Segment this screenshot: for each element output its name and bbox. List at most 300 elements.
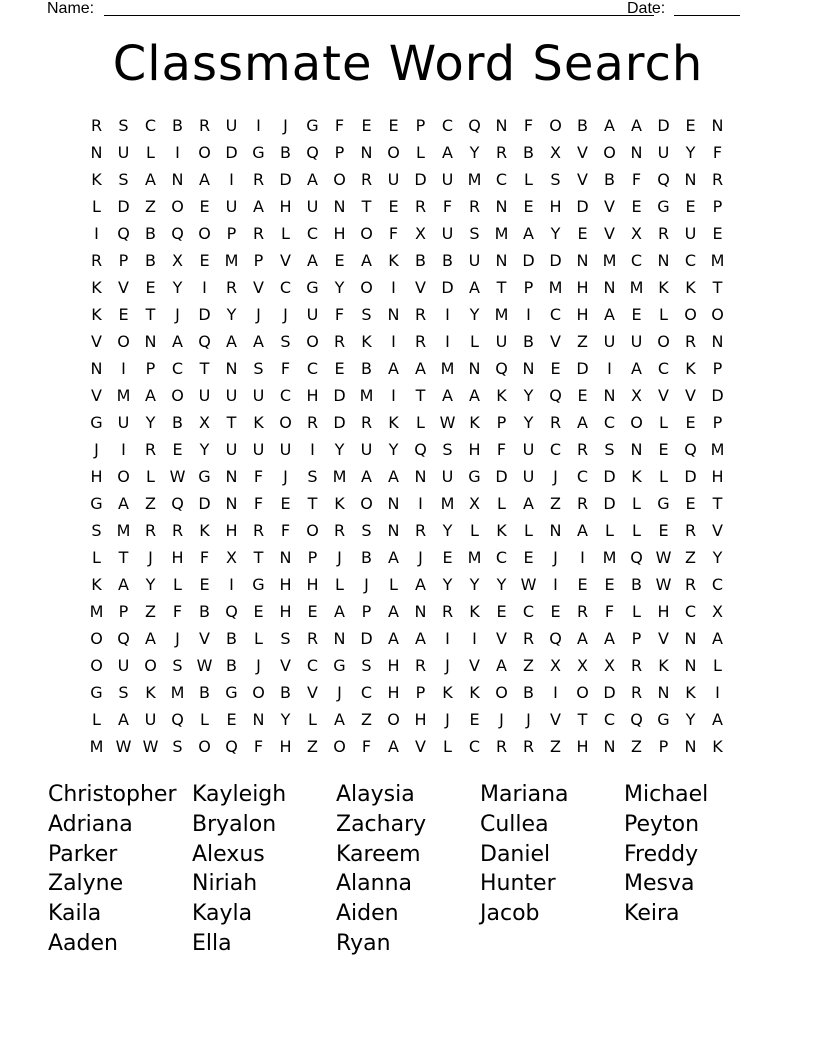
- grid-letter[interactable]: P: [712, 197, 723, 216]
- grid-letter[interactable]: R: [468, 197, 481, 216]
- grid-letter[interactable]: Q: [495, 359, 508, 378]
- grid-letter[interactable]: O: [576, 683, 589, 702]
- grid-letter[interactable]: O: [171, 197, 184, 216]
- grid-letter[interactable]: R: [684, 521, 697, 540]
- grid-letter[interactable]: S: [361, 305, 372, 324]
- grid-letter[interactable]: U: [198, 386, 211, 405]
- grid-letter[interactable]: V: [91, 386, 102, 405]
- grid-letter[interactable]: N: [684, 737, 697, 756]
- grid-letter[interactable]: I: [229, 170, 234, 189]
- grid-letter[interactable]: A: [226, 332, 237, 351]
- grid-letter[interactable]: E: [388, 116, 399, 135]
- grid-letter[interactable]: C: [279, 278, 292, 297]
- grid-letter[interactable]: E: [685, 197, 696, 216]
- grid-letter[interactable]: V: [712, 521, 723, 540]
- grid-letter[interactable]: D: [441, 278, 454, 297]
- grid-letter[interactable]: K: [442, 683, 453, 702]
- grid-letter[interactable]: I: [391, 278, 396, 297]
- grid-letter[interactable]: F: [172, 602, 183, 621]
- grid-letter[interactable]: R: [360, 413, 373, 432]
- grid-letter[interactable]: F: [523, 116, 534, 135]
- grid-letter[interactable]: R: [549, 413, 562, 432]
- grid-letter[interactable]: O: [657, 332, 670, 351]
- grid-letter[interactable]: G: [90, 413, 103, 432]
- grid-letter[interactable]: W: [115, 737, 132, 756]
- grid-letter[interactable]: A: [307, 251, 318, 270]
- grid-letter[interactable]: I: [175, 143, 180, 162]
- grid-letter[interactable]: N: [90, 143, 103, 162]
- grid-letter[interactable]: A: [361, 467, 372, 486]
- grid-letter[interactable]: B: [361, 548, 372, 567]
- grid-letter[interactable]: N: [495, 116, 508, 135]
- grid-letter[interactable]: O: [279, 413, 292, 432]
- grid-letter[interactable]: U: [117, 656, 130, 675]
- grid-letter[interactable]: C: [279, 386, 292, 405]
- grid-letter[interactable]: S: [172, 656, 183, 675]
- grid-letter[interactable]: S: [469, 224, 480, 243]
- grid-letter[interactable]: Y: [442, 575, 453, 594]
- grid-letter[interactable]: F: [604, 602, 615, 621]
- grid-letter[interactable]: Y: [145, 413, 156, 432]
- grid-letter[interactable]: I: [553, 683, 558, 702]
- grid-letter[interactable]: A: [118, 494, 129, 513]
- grid-letter[interactable]: K: [91, 170, 102, 189]
- grid-letter[interactable]: T: [415, 386, 426, 405]
- grid-letter[interactable]: D: [576, 197, 589, 216]
- grid-letter[interactable]: R: [306, 629, 319, 648]
- grid-letter[interactable]: N: [495, 197, 508, 216]
- grid-letter[interactable]: A: [172, 332, 183, 351]
- grid-letter[interactable]: D: [657, 116, 670, 135]
- grid-letter[interactable]: P: [118, 251, 129, 270]
- grid-letter[interactable]: Q: [225, 602, 238, 621]
- grid-letter[interactable]: L: [335, 575, 344, 594]
- grid-letter[interactable]: U: [522, 440, 535, 459]
- grid-letter[interactable]: G: [657, 710, 670, 729]
- grid-letter[interactable]: E: [604, 575, 615, 594]
- grid-letter[interactable]: P: [145, 359, 156, 378]
- grid-letter[interactable]: A: [523, 224, 534, 243]
- grid-letter[interactable]: Z: [145, 602, 156, 621]
- grid-letter[interactable]: M: [116, 521, 131, 540]
- grid-letter[interactable]: Z: [145, 494, 156, 513]
- grid-letter[interactable]: E: [145, 278, 156, 297]
- grid-letter[interactable]: N: [603, 737, 616, 756]
- grid-letter[interactable]: B: [280, 683, 291, 702]
- grid-letter[interactable]: X: [550, 143, 561, 162]
- grid-letter[interactable]: V: [415, 278, 426, 297]
- grid-letter[interactable]: A: [469, 278, 480, 297]
- grid-letter[interactable]: Y: [280, 710, 291, 729]
- grid-letter[interactable]: E: [658, 521, 669, 540]
- grid-letter[interactable]: B: [172, 116, 183, 135]
- grid-letter[interactable]: J: [94, 440, 99, 459]
- grid-letter[interactable]: F: [199, 548, 210, 567]
- grid-letter[interactable]: Y: [685, 710, 696, 729]
- grid-letter[interactable]: E: [334, 359, 345, 378]
- grid-letter[interactable]: D: [522, 251, 535, 270]
- grid-letter[interactable]: I: [229, 575, 234, 594]
- grid-letter[interactable]: K: [658, 278, 669, 297]
- grid-letter[interactable]: R: [90, 251, 103, 270]
- grid-letter[interactable]: L: [497, 494, 506, 513]
- grid-letter[interactable]: S: [604, 440, 615, 459]
- grid-letter[interactable]: E: [172, 440, 183, 459]
- grid-letter[interactable]: E: [253, 602, 264, 621]
- grid-letter[interactable]: C: [468, 737, 481, 756]
- grid-letter[interactable]: X: [550, 656, 561, 675]
- grid-letter[interactable]: A: [604, 629, 615, 648]
- grid-letter[interactable]: A: [631, 359, 642, 378]
- grid-letter[interactable]: Q: [630, 710, 643, 729]
- date-line[interactable]: [674, 15, 740, 16]
- grid-letter[interactable]: E: [388, 197, 399, 216]
- grid-letter[interactable]: L: [146, 143, 155, 162]
- grid-letter[interactable]: L: [173, 575, 182, 594]
- grid-letter[interactable]: C: [306, 224, 319, 243]
- grid-letter[interactable]: Q: [198, 332, 211, 351]
- grid-letter[interactable]: Z: [307, 737, 318, 756]
- grid-letter[interactable]: O: [198, 737, 211, 756]
- grid-letter[interactable]: I: [526, 305, 531, 324]
- grid-letter[interactable]: Q: [549, 629, 562, 648]
- grid-letter[interactable]: T: [118, 548, 129, 567]
- grid-letter[interactable]: H: [333, 224, 346, 243]
- grid-letter[interactable]: Y: [496, 575, 507, 594]
- grid-letter[interactable]: B: [631, 575, 642, 594]
- grid-letter[interactable]: S: [280, 629, 291, 648]
- grid-letter[interactable]: J: [283, 305, 288, 324]
- grid-letter[interactable]: M: [89, 602, 104, 621]
- grid-letter[interactable]: A: [388, 359, 399, 378]
- grid-letter[interactable]: D: [333, 386, 346, 405]
- grid-letter[interactable]: I: [418, 494, 423, 513]
- grid-letter[interactable]: K: [658, 656, 669, 675]
- grid-letter[interactable]: Q: [171, 224, 184, 243]
- grid-letter[interactable]: L: [713, 656, 722, 675]
- grid-letter[interactable]: Q: [468, 116, 481, 135]
- grid-letter[interactable]: I: [580, 548, 585, 567]
- grid-letter[interactable]: R: [414, 521, 427, 540]
- grid-letter[interactable]: E: [199, 251, 210, 270]
- grid-letter[interactable]: K: [685, 278, 696, 297]
- grid-letter[interactable]: H: [387, 656, 400, 675]
- grid-letter[interactable]: E: [577, 224, 588, 243]
- grid-letter[interactable]: V: [307, 683, 318, 702]
- grid-letter[interactable]: C: [171, 359, 184, 378]
- grid-letter[interactable]: N: [279, 548, 292, 567]
- grid-letter[interactable]: O: [198, 224, 211, 243]
- grid-letter[interactable]: J: [148, 548, 153, 567]
- grid-letter[interactable]: N: [333, 629, 346, 648]
- grid-letter[interactable]: T: [712, 494, 723, 513]
- grid-letter[interactable]: D: [711, 386, 724, 405]
- grid-letter[interactable]: L: [416, 143, 425, 162]
- grid-letter[interactable]: Q: [630, 548, 643, 567]
- grid-letter[interactable]: P: [523, 278, 534, 297]
- grid-letter[interactable]: S: [280, 332, 291, 351]
- grid-letter[interactable]: R: [90, 116, 103, 135]
- grid-letter[interactable]: M: [494, 224, 509, 243]
- grid-letter[interactable]: V: [658, 629, 669, 648]
- grid-letter[interactable]: U: [441, 224, 454, 243]
- grid-letter[interactable]: N: [603, 386, 616, 405]
- grid-letter[interactable]: E: [523, 197, 534, 216]
- grid-letter[interactable]: V: [253, 278, 264, 297]
- grid-letter[interactable]: M: [440, 359, 455, 378]
- grid-letter[interactable]: L: [92, 548, 101, 567]
- grid-letter[interactable]: P: [712, 413, 723, 432]
- grid-letter[interactable]: A: [415, 359, 426, 378]
- grid-letter[interactable]: N: [657, 683, 670, 702]
- grid-letter[interactable]: P: [658, 737, 669, 756]
- grid-letter[interactable]: H: [279, 197, 292, 216]
- grid-letter[interactable]: R: [711, 170, 724, 189]
- grid-letter[interactable]: D: [360, 629, 373, 648]
- grid-letter[interactable]: A: [253, 332, 264, 351]
- grid-letter[interactable]: Q: [171, 494, 184, 513]
- grid-letter[interactable]: Q: [414, 440, 427, 459]
- grid-letter[interactable]: B: [172, 413, 183, 432]
- grid-letter[interactable]: L: [470, 332, 479, 351]
- grid-letter[interactable]: L: [416, 413, 425, 432]
- grid-letter[interactable]: G: [225, 683, 238, 702]
- grid-letter[interactable]: H: [279, 737, 292, 756]
- grid-letter[interactable]: X: [172, 251, 183, 270]
- grid-letter[interactable]: A: [118, 575, 129, 594]
- grid-letter[interactable]: N: [684, 170, 697, 189]
- grid-letter[interactable]: X: [631, 224, 642, 243]
- grid-letter[interactable]: F: [442, 197, 453, 216]
- grid-letter[interactable]: B: [361, 359, 372, 378]
- grid-letter[interactable]: U: [387, 170, 400, 189]
- grid-letter[interactable]: R: [414, 332, 427, 351]
- grid-letter[interactable]: N: [387, 521, 400, 540]
- grid-letter[interactable]: R: [495, 143, 508, 162]
- grid-letter[interactable]: A: [388, 629, 399, 648]
- grid-letter[interactable]: N: [711, 116, 724, 135]
- grid-letter[interactable]: T: [577, 710, 588, 729]
- grid-letter[interactable]: H: [171, 548, 184, 567]
- grid-letter[interactable]: E: [226, 710, 237, 729]
- grid-letter[interactable]: D: [225, 143, 238, 162]
- grid-letter[interactable]: U: [225, 116, 238, 135]
- grid-letter[interactable]: K: [496, 521, 507, 540]
- grid-letter[interactable]: S: [118, 116, 129, 135]
- grid-letter[interactable]: J: [445, 710, 450, 729]
- grid-letter[interactable]: K: [361, 332, 372, 351]
- grid-letter[interactable]: M: [629, 278, 644, 297]
- grid-letter[interactable]: A: [469, 386, 480, 405]
- grid-letter[interactable]: O: [144, 656, 157, 675]
- grid-letter[interactable]: A: [442, 143, 453, 162]
- grid-letter[interactable]: U: [684, 224, 697, 243]
- grid-letter[interactable]: H: [90, 467, 103, 486]
- grid-letter[interactable]: A: [415, 575, 426, 594]
- grid-letter[interactable]: Y: [442, 521, 453, 540]
- name-line[interactable]: [104, 15, 654, 16]
- grid-letter[interactable]: S: [91, 521, 102, 540]
- grid-letter[interactable]: L: [659, 413, 668, 432]
- grid-letter[interactable]: E: [658, 440, 669, 459]
- grid-letter[interactable]: C: [441, 116, 454, 135]
- grid-letter[interactable]: X: [712, 602, 723, 621]
- grid-letter[interactable]: V: [577, 170, 588, 189]
- grid-letter[interactable]: J: [418, 548, 423, 567]
- grid-letter[interactable]: A: [253, 197, 264, 216]
- grid-letter[interactable]: K: [91, 278, 102, 297]
- grid-letter[interactable]: V: [685, 386, 696, 405]
- grid-letter[interactable]: L: [254, 629, 263, 648]
- grid-letter[interactable]: X: [469, 494, 480, 513]
- grid-letter[interactable]: W: [142, 737, 159, 756]
- grid-letter[interactable]: M: [710, 251, 725, 270]
- grid-letter[interactable]: T: [712, 278, 723, 297]
- grid-letter[interactable]: C: [657, 359, 670, 378]
- grid-letter[interactable]: U: [441, 170, 454, 189]
- grid-letter[interactable]: O: [333, 170, 346, 189]
- grid-letter[interactable]: Y: [172, 278, 183, 297]
- grid-letter[interactable]: T: [199, 359, 210, 378]
- grid-letter[interactable]: E: [685, 413, 696, 432]
- grid-letter[interactable]: Z: [361, 710, 372, 729]
- grid-letter[interactable]: E: [496, 602, 507, 621]
- grid-letter[interactable]: D: [549, 251, 562, 270]
- grid-letter[interactable]: A: [145, 629, 156, 648]
- grid-letter[interactable]: P: [334, 143, 345, 162]
- grid-letter[interactable]: E: [631, 305, 642, 324]
- grid-letter[interactable]: M: [440, 494, 455, 513]
- grid-letter[interactable]: O: [387, 143, 400, 162]
- grid-letter[interactable]: C: [603, 710, 616, 729]
- grid-letter[interactable]: A: [145, 386, 156, 405]
- grid-letter[interactable]: J: [364, 575, 369, 594]
- grid-letter[interactable]: J: [175, 305, 180, 324]
- grid-letter[interactable]: X: [604, 656, 615, 675]
- grid-letter[interactable]: F: [631, 170, 642, 189]
- grid-letter[interactable]: O: [306, 332, 319, 351]
- grid-letter[interactable]: U: [603, 332, 616, 351]
- grid-letter[interactable]: M: [359, 386, 374, 405]
- grid-letter[interactable]: A: [577, 629, 588, 648]
- grid-letter[interactable]: T: [226, 413, 237, 432]
- grid-letter[interactable]: U: [117, 143, 130, 162]
- grid-letter[interactable]: A: [388, 602, 399, 621]
- grid-letter[interactable]: J: [337, 548, 342, 567]
- grid-letter[interactable]: S: [172, 737, 183, 756]
- grid-letter[interactable]: B: [199, 683, 210, 702]
- grid-letter[interactable]: C: [522, 602, 535, 621]
- grid-letter[interactable]: L: [389, 575, 398, 594]
- grid-letter[interactable]: N: [657, 251, 670, 270]
- grid-letter[interactable]: R: [333, 521, 346, 540]
- grid-letter[interactable]: S: [361, 656, 372, 675]
- grid-letter[interactable]: B: [523, 332, 534, 351]
- grid-letter[interactable]: N: [225, 494, 238, 513]
- grid-letter[interactable]: U: [225, 197, 238, 216]
- grid-letter[interactable]: C: [684, 251, 697, 270]
- grid-letter[interactable]: B: [442, 251, 453, 270]
- grid-letter[interactable]: J: [283, 116, 288, 135]
- grid-letter[interactable]: K: [496, 386, 507, 405]
- grid-letter[interactable]: O: [198, 143, 211, 162]
- grid-letter[interactable]: F: [253, 494, 264, 513]
- grid-letter[interactable]: G: [252, 575, 265, 594]
- grid-letter[interactable]: H: [279, 602, 292, 621]
- grid-letter[interactable]: R: [630, 656, 643, 675]
- grid-letter[interactable]: L: [632, 521, 641, 540]
- grid-letter[interactable]: L: [659, 305, 668, 324]
- grid-letter[interactable]: U: [279, 440, 292, 459]
- grid-letter[interactable]: M: [467, 548, 482, 567]
- grid-letter[interactable]: C: [495, 548, 508, 567]
- grid-letter[interactable]: Y: [199, 440, 210, 459]
- grid-letter[interactable]: A: [388, 737, 399, 756]
- grid-letter[interactable]: G: [90, 494, 103, 513]
- grid-letter[interactable]: L: [443, 737, 452, 756]
- grid-letter[interactable]: I: [391, 332, 396, 351]
- grid-letter[interactable]: G: [306, 278, 319, 297]
- grid-letter[interactable]: W: [169, 467, 186, 486]
- grid-letter[interactable]: G: [657, 197, 670, 216]
- grid-letter[interactable]: I: [121, 359, 126, 378]
- grid-letter[interactable]: Z: [577, 332, 588, 351]
- grid-letter[interactable]: U: [360, 440, 373, 459]
- grid-letter[interactable]: R: [252, 224, 265, 243]
- grid-letter[interactable]: K: [145, 683, 156, 702]
- grid-letter[interactable]: U: [117, 413, 130, 432]
- grid-letter[interactable]: N: [549, 521, 562, 540]
- grid-letter[interactable]: M: [467, 170, 482, 189]
- grid-letter[interactable]: Q: [684, 440, 697, 459]
- grid-letter[interactable]: F: [280, 359, 291, 378]
- grid-letter[interactable]: T: [361, 197, 372, 216]
- grid-letter[interactable]: V: [658, 386, 669, 405]
- grid-letter[interactable]: M: [224, 251, 239, 270]
- grid-letter[interactable]: A: [712, 629, 723, 648]
- grid-letter[interactable]: Z: [685, 548, 696, 567]
- grid-letter[interactable]: Z: [631, 737, 642, 756]
- grid-letter[interactable]: H: [576, 305, 589, 324]
- grid-letter[interactable]: D: [198, 305, 211, 324]
- grid-letter[interactable]: E: [199, 197, 210, 216]
- grid-letter[interactable]: I: [94, 224, 99, 243]
- grid-letter[interactable]: D: [495, 467, 508, 486]
- grid-letter[interactable]: U: [144, 710, 157, 729]
- grid-letter[interactable]: O: [630, 413, 643, 432]
- grid-letter[interactable]: P: [226, 224, 237, 243]
- grid-letter[interactable]: C: [144, 116, 157, 135]
- grid-letter[interactable]: H: [414, 710, 427, 729]
- grid-letter[interactable]: P: [415, 116, 426, 135]
- grid-letter[interactable]: K: [334, 494, 345, 513]
- grid-letter[interactable]: R: [333, 332, 346, 351]
- grid-letter[interactable]: V: [91, 332, 102, 351]
- grid-letter[interactable]: B: [523, 143, 534, 162]
- grid-letter[interactable]: B: [577, 116, 588, 135]
- grid-letter[interactable]: O: [117, 467, 130, 486]
- grid-letter[interactable]: R: [495, 737, 508, 756]
- grid-letter[interactable]: R: [630, 683, 643, 702]
- grid-letter[interactable]: R: [144, 521, 157, 540]
- grid-letter[interactable]: L: [632, 602, 641, 621]
- grid-letter[interactable]: F: [361, 737, 372, 756]
- grid-letter[interactable]: G: [306, 116, 319, 135]
- grid-letter[interactable]: H: [657, 602, 670, 621]
- grid-letter[interactable]: G: [468, 467, 481, 486]
- grid-letter[interactable]: O: [306, 521, 319, 540]
- grid-letter[interactable]: E: [469, 710, 480, 729]
